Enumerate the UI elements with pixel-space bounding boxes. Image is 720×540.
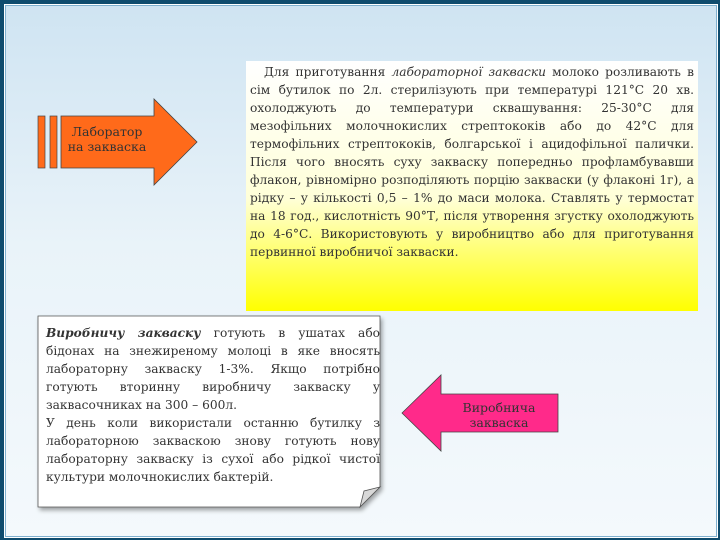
slide-background (4, 4, 718, 538)
left-arrow-label: Лаборатор на закваска (67, 124, 147, 154)
top-box-text: молоко розливають в сім бутилок по 2л. стерилізують при температурі 121°С 20 хв. охолоджують до температури сквашування: 25-30°С для мезофільних молочнокислих стрептококів або до 42°С для термофільних стрептококів, болгарської і ацидофільної палички. Після чого вносять суху закваску попередньо профламбувавши флакон, рівномірно розподіляють порцію закваски (у флаконі 1г), а рідку – у кількості 0,5 – 1% до маси молока. Ставлять у термостат на 18 год., кислотність 90°Т, після утворення згустку охолоджують до 4-6°С. Використовують у виробництво або для приготування первинної виробничої закваски. (250, 65, 694, 259)
right-arrow-label: Виробнича закваска (462, 400, 536, 430)
bottom-box-emphasis: Виробничу закваску (46, 326, 201, 340)
lab-starter-description (246, 61, 698, 311)
bottom-box-text-2: У день коли використали останню бутилку з лабораторною закваскою знову готують нову лабораторну закваску із сухої або рідкої чистої культури молочнокислих бактерій. (46, 416, 380, 484)
production-starter-description (42, 320, 384, 520)
bottom-box-text-1: готують в ушатах або бідонах на знежиреному молоці в яке вносять лабораторну закваску 1-3%. Якщо потрібно готують вторинну виробничу закваску у заквасочниках на 300 – 600л. (46, 326, 380, 412)
top-box-lead: Для приготування (264, 65, 392, 79)
left-arrow-stripes (38, 116, 57, 168)
top-box-emphasis: лабораторної закваски (391, 65, 546, 79)
